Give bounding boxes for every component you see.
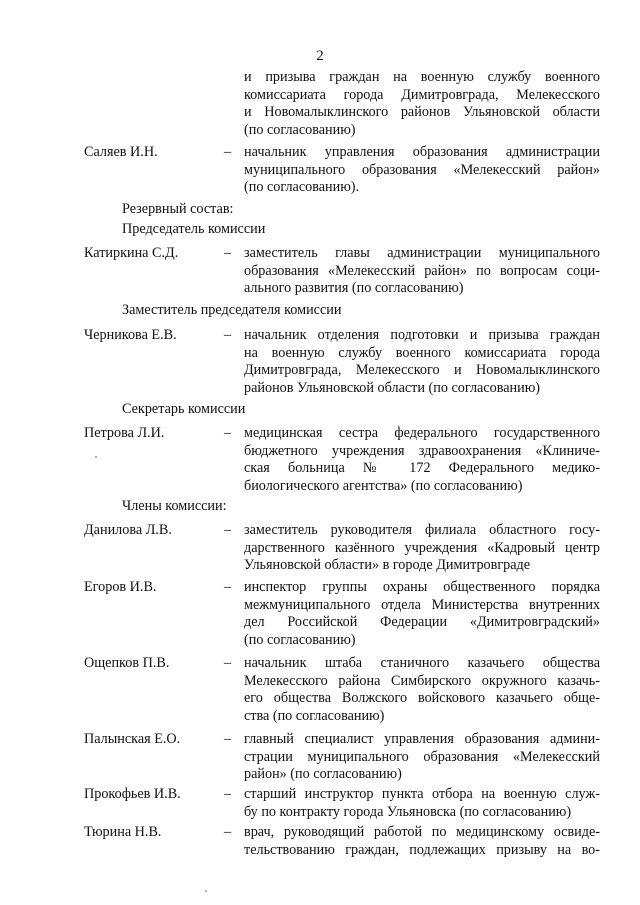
entry-dash: –	[224, 824, 232, 840]
description-line: его общества Волжского войскового казачьего обще-	[244, 690, 600, 706]
member-description	[244, 655, 600, 725]
continuation-line: (по согласованию)	[244, 121, 356, 138]
description-line: Ульяновской области» в городе Димитровграде	[244, 557, 531, 573]
description-line: биологического агентства» (по согласованию)	[244, 477, 523, 494]
description-line: начальник штаба станичного казачьего общества	[244, 655, 600, 671]
description-line: дарственного казённого учреждения «Кадровый центр	[244, 539, 600, 556]
member-name: Егоров И.В.	[84, 579, 157, 595]
member-name: Палынская Е.О.	[84, 731, 181, 747]
deputy-heading: Заместитель председателя комиссии	[122, 302, 342, 318]
description-line: район» (по согласованию)	[244, 766, 402, 782]
description-line: врач, руководящий работой по медицинскому освиде-	[244, 824, 600, 840]
chair-heading: Председатель комиссии	[122, 221, 266, 237]
description-line: ства (по согласованию)	[244, 707, 385, 724]
description-line: инспектор группы охраны общественного порядка	[244, 579, 600, 595]
description-line: бюджетного учреждения здравоохранения «Клиниче-	[244, 442, 600, 459]
deputy-description	[244, 327, 600, 397]
member-description	[244, 786, 600, 821]
description-line: образования «Мелекесский район» по вопросам соци-	[244, 262, 600, 279]
description-line: ального развития (по согласованию)	[244, 280, 464, 296]
description-line: старший инструктор пункта отбора на военную служ-	[244, 786, 600, 802]
entry-dash: –	[224, 245, 232, 261]
scan-speck	[95, 456, 97, 458]
entry-dash: –	[224, 522, 232, 538]
description-line: (по согласованию).	[244, 179, 360, 195]
description-line: Мелекесского района Симбирского окружного казачь-	[244, 672, 600, 689]
member-name: Прокофьев И.В.	[84, 786, 181, 802]
description-line: Димитровграда, Мелекесского и Новомалыклинского	[244, 362, 600, 378]
entry-dash: –	[224, 425, 232, 441]
description-line: начальник отделения подготовки и призыва граждан	[244, 327, 600, 343]
description-line: тельствованию граждан, подлежащих призыву на во-	[244, 841, 600, 858]
description-line: главный специалист управления образования админи-	[244, 731, 600, 747]
continuation-text	[244, 69, 600, 139]
member-name: Саляев И.Н.	[84, 144, 158, 160]
member-description	[244, 731, 600, 784]
reserve-heading: Резервный состав:	[122, 201, 234, 217]
members-heading: Члены комиссии:	[122, 498, 227, 514]
continuation-line: комиссариата города Димитровграда, Мелекесского	[244, 86, 600, 103]
description-line: (по согласованию)	[244, 631, 356, 648]
deputy-name: Черникова Е.В.	[84, 327, 177, 343]
entry-dash: –	[224, 786, 232, 802]
description-line: межмуниципального отдела Министерства внутренних	[244, 596, 600, 613]
description-line: районов Ульяновской области (по согласованию)	[244, 379, 541, 396]
description-line: страции муниципального образования «Мелекесский	[244, 748, 600, 765]
member-description	[244, 579, 600, 649]
secretary-name: Петрова Л.И.	[84, 425, 165, 441]
continuation-line: и призыва граждан на военную службу военного	[244, 69, 600, 85]
description-line: ская больница № 172 Федерального медико-	[244, 460, 600, 476]
chair-name: Катиркина С.Д.	[84, 245, 179, 261]
description-line: дел Российской Федерации «Димитровградский»	[244, 614, 600, 630]
description-line: заместитель руководителя филиала областного госу-	[244, 522, 600, 538]
description-line: муниципального образования «Мелекесский район»	[244, 161, 600, 178]
member-description	[244, 144, 600, 197]
member-name: Тюрина Н.В.	[84, 824, 162, 840]
description-line: медицинская сестра федерального государственного	[244, 425, 600, 441]
description-line: бу по контракту города Ульяновска (по согласованию)	[244, 803, 572, 820]
chair-description	[244, 245, 600, 298]
secretary-heading: Секретарь комиссии	[122, 401, 246, 417]
description-line: на военную службу военного комиссариата города	[244, 344, 600, 361]
entry-dash: –	[224, 144, 232, 160]
member-description	[244, 522, 600, 575]
secretary-description	[244, 425, 600, 495]
member-name: Ощепков П.В.	[84, 655, 170, 671]
entry-dash: –	[224, 327, 232, 343]
entry-dash: –	[224, 731, 232, 747]
entry-dash: –	[224, 579, 232, 595]
description-line: заместитель главы администрации муниципального	[244, 245, 600, 261]
entry-dash: –	[224, 655, 232, 671]
description-line: начальник управления образования администрации	[244, 144, 600, 160]
continuation-line: и Новомалыклинского районов Ульяновской области	[244, 104, 600, 120]
scan-speck	[205, 890, 207, 892]
member-description	[244, 824, 600, 859]
page-number: 2	[316, 48, 324, 64]
member-name: Данилова Л.В.	[84, 522, 172, 538]
